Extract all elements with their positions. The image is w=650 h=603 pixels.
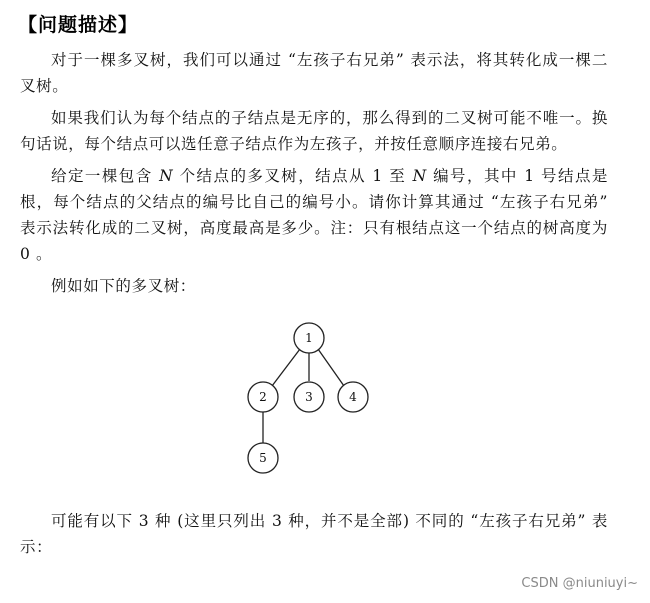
math-variable-n: N	[159, 167, 174, 185]
tree-node-1	[294, 323, 324, 353]
paragraph-example-intro: 例如如下的多叉树：	[51, 277, 196, 295]
tree-node-5	[248, 443, 278, 473]
tree-node-label: 4	[349, 390, 357, 404]
tree-node-label: 2	[259, 390, 267, 404]
tree-edge-1-2	[272, 349, 300, 386]
section-heading: 【问题描述】	[18, 14, 139, 36]
tree-node-label: 3	[305, 390, 313, 404]
paragraph-representations-intro: 可能有以下 3 种 (这里只列出 3 种，并不是全部) 不同的 “左孩子右兄弟” 表示：	[20, 512, 608, 556]
tree-node-3	[294, 382, 324, 412]
tree-node-4	[338, 382, 368, 412]
tree-node-label: 1	[305, 331, 313, 345]
tree-edge-1-4	[318, 349, 344, 386]
paragraph-unordered-children: 如果我们认为每个结点的子结点是无序的，那么得到的二叉树可能不唯一。换句话说，每个结点可以选任意子结点作为左孩子，并按任意顺序连接右兄弟。	[20, 109, 608, 153]
statement-text-middle: 个结点的多叉树，结点从 1 至	[173, 167, 413, 185]
statement-text-end: 编号，其中 1 号结点是根，每个结点的父结点的编号比自己的编号小。请你计算其通过 “左孩子右兄弟” 表示法转化成的二叉树，高度最高是多少。注：只有根结点这一个结点的树高度为 0 。	[20, 167, 608, 263]
tree-node-label: 5	[259, 451, 267, 465]
watermark: CSDN @niuniuyi~	[521, 576, 638, 591]
tree-node-2	[248, 382, 278, 412]
math-variable-n: N	[412, 167, 427, 185]
paragraph-intro: 对于一棵多叉树，我们可以通过 “左孩子右兄弟” 表示法，将其转化成一棵二叉树。	[20, 51, 608, 95]
statement-text-start: 给定一棵包含	[51, 167, 160, 185]
